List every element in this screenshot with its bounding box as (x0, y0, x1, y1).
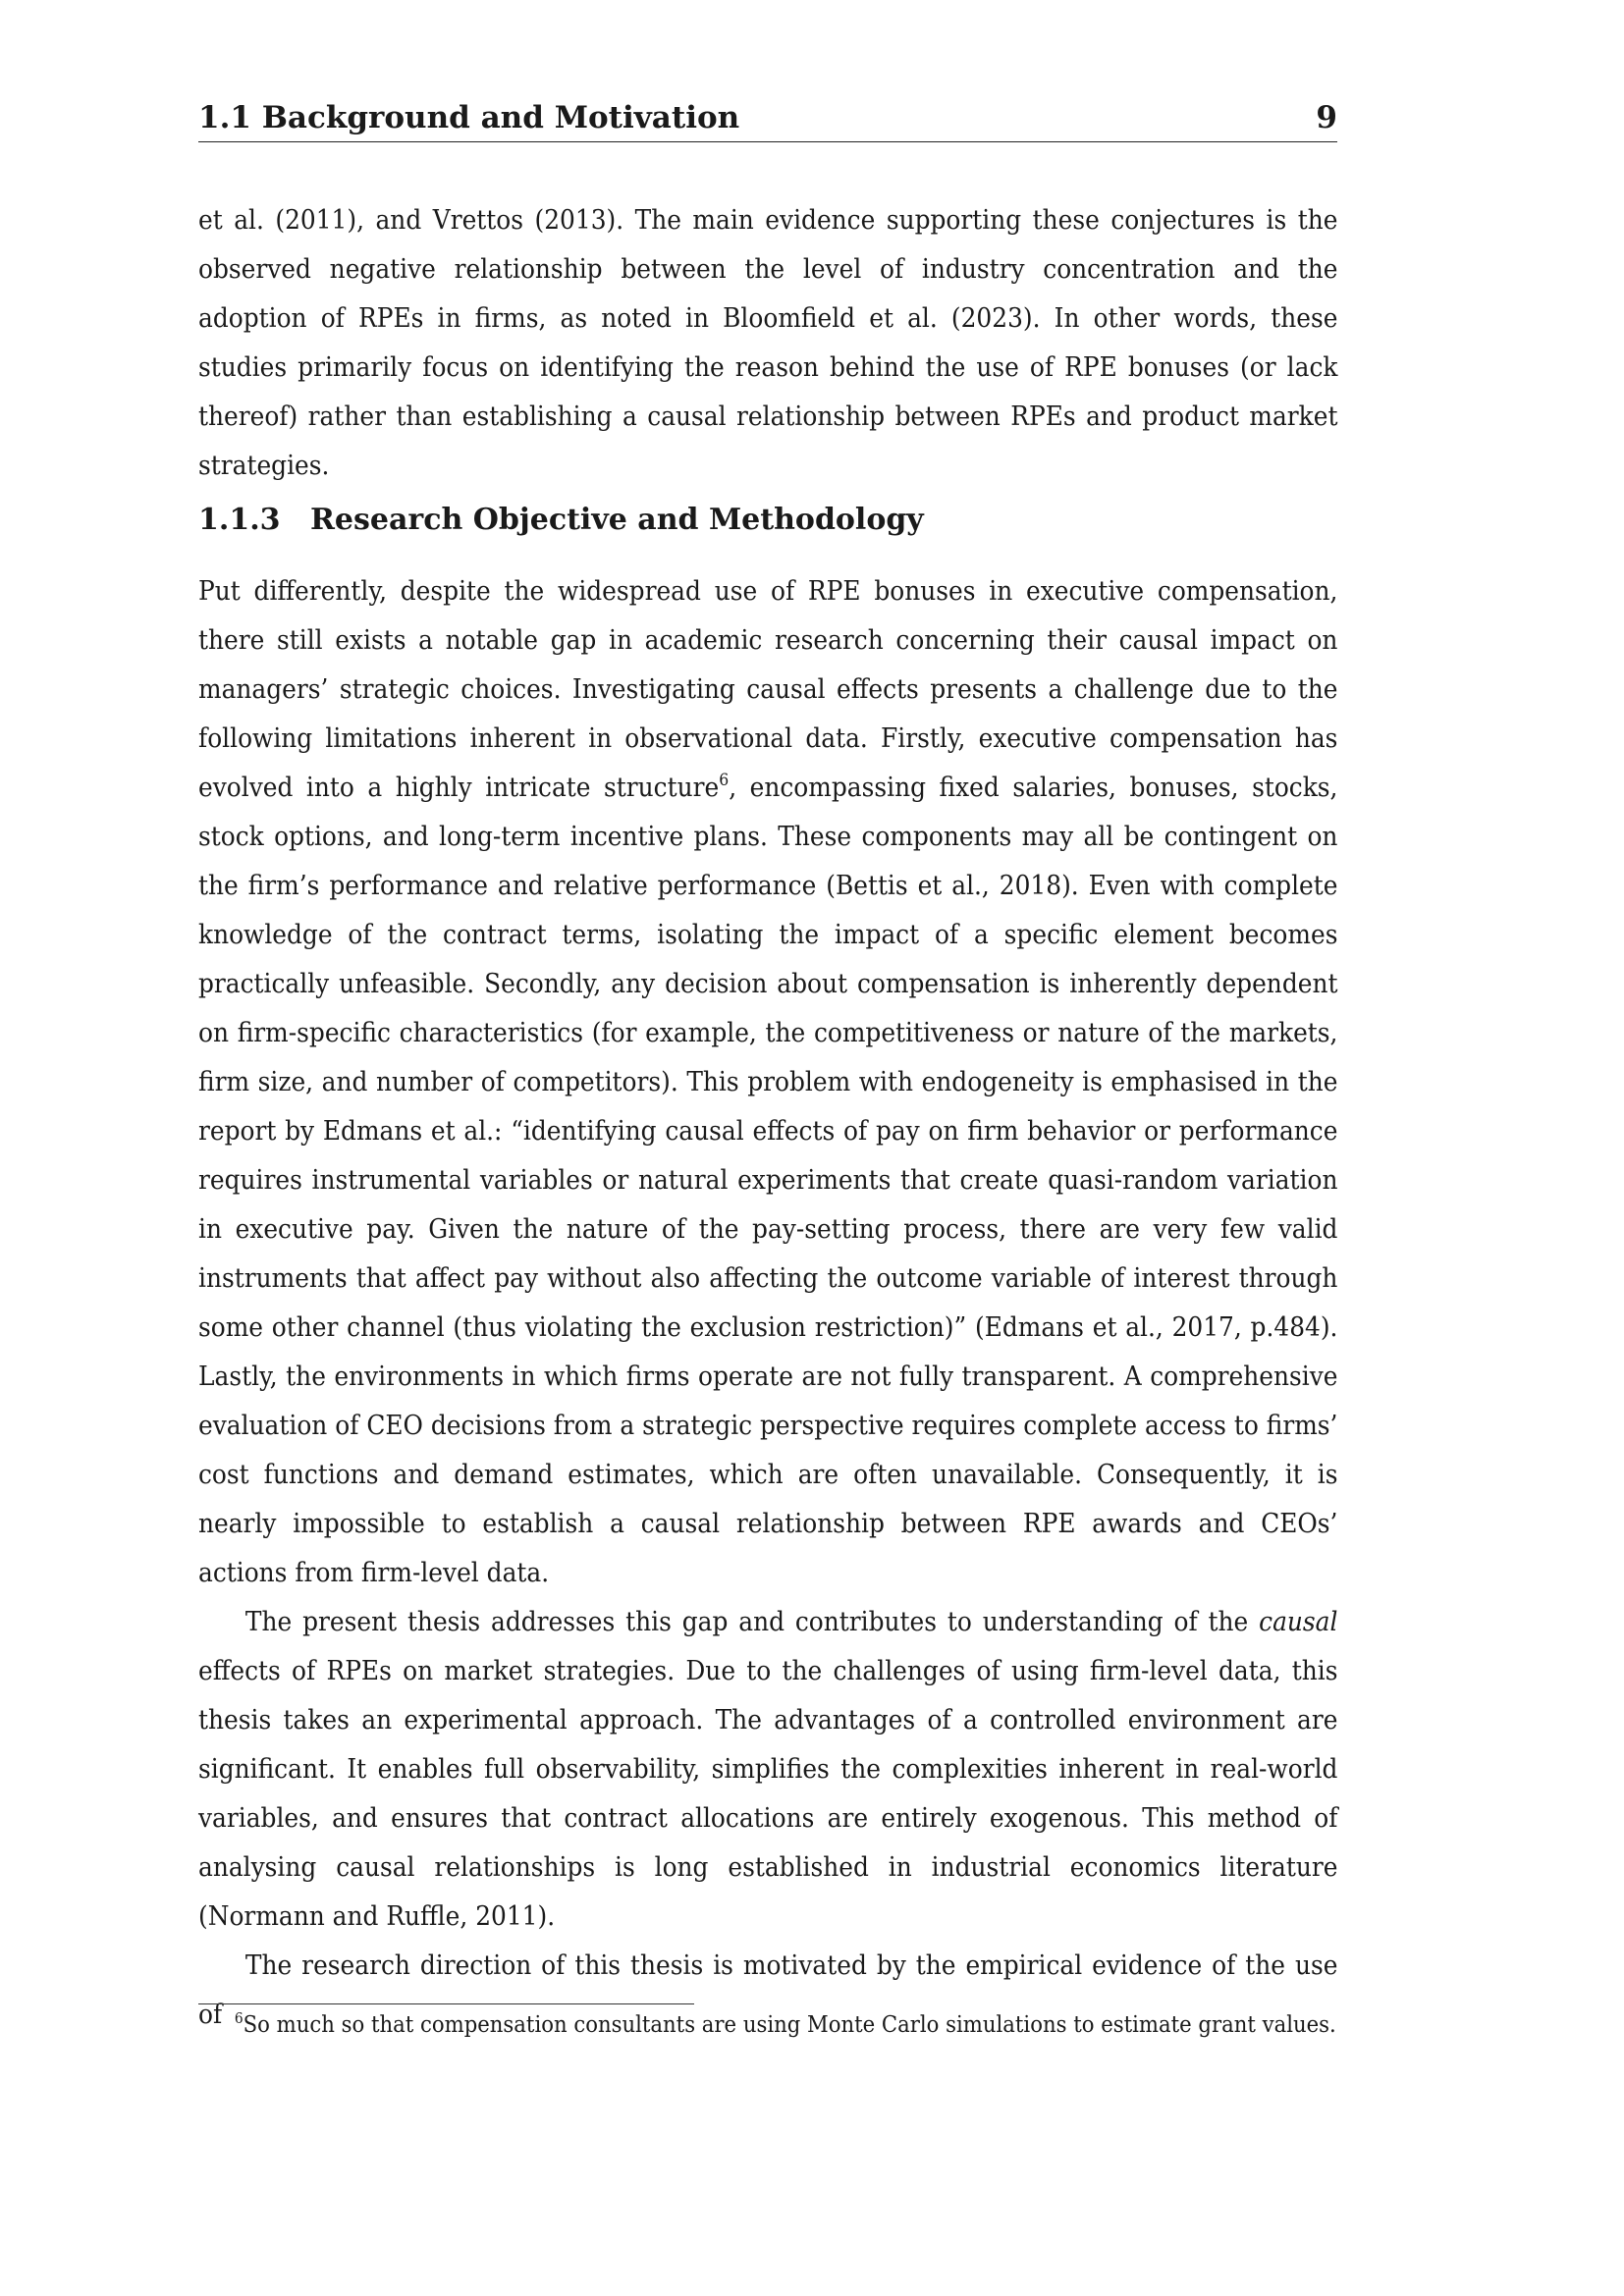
footnote-reference: 6 (719, 771, 730, 790)
footnote-mark: 6 (234, 2009, 244, 2027)
paragraph-thesis-part2: effects of RPEs on market strategies. Due to the challenges of using firm-level data, this thesis takes an experimental approach. The advantages of a controlled environment are significant. It enables full observability, simplifies the complexities inherent in real-world variables, and ensures that contract allocations are entirely exogenous. This method of analysing causal relationships is long established in industrial economics literature (Normann and Ruffle, 2011). (198, 1656, 1338, 1932)
subsection-title: Research Objective and Methodology (310, 503, 924, 537)
paragraph-limitations-part2: , encompassing fixed salaries, bonuses, stocks, stock options, and long-term incentive plans. These components may all be contingent on the firm’s performance and relative performance (Bettis et al., 2018). Even with complete knowledge of the contract terms, isolating the impact of a specific element becomes practically unfeasible. Secondly, any decision about compensation is inherently dependent on firm-specific characteristics (for example, the competitiveness or nature of the markets, firm size, and number of competitors). This problem with endogeneity is emphasised in the report by Edmans et al.: “identifying causal effects of pay on firm behavior or performance requires instrumental variables or natural experiments that create quasi-random variation in executive pay. Given the nature of the pay-setting process, there are very few valid instruments that affect pay without also affecting the outcome variable of interest through some other channel (thus violating the exclusion restriction)” (Edmans et al., 2017, p.484). Lastly, the environments in which firms operate are not fully transparent. A comprehensive evaluation of CEO decisions from a strategic perspective requires complete access to firms’ cost functions and demand estimates, which are often unavailable. Consequently, it is nearly impossible to establish a causal relationship between RPE awards and CEOs’ actions from firm-level data. (198, 773, 1338, 1588)
footnote-rule (198, 2003, 694, 2004)
paragraph-thesis-approach (198, 1598, 1337, 1942)
paragraph-thesis-part1: The present thesis addresses this gap and contributes to understanding of the (244, 1607, 1260, 1637)
footnote-text: So much so that compensation consultants are using Monte Carlo simulations to estimate grant values. (243, 2012, 1336, 2038)
subsection-number: 1.1.3 (198, 503, 281, 537)
paragraph-limitations-part1: Put differently, despite the widespread use of RPE bonuses in executive compensation, there still exists a notable gap in academic research concerning their causal impact on managers’ strategic choices. Investigating causal effects presents a challenge due to the following limitations inherent in observational data. Firstly, executive compensation has evolved into a highly intricate structure (198, 576, 1338, 803)
footnote (198, 2008, 1337, 2042)
body-text-top (198, 196, 1337, 491)
subsection-heading (198, 503, 924, 537)
page-number: 9 (1316, 100, 1337, 135)
emphasis-causal: causal (1259, 1607, 1338, 1637)
body-text-main (198, 567, 1337, 2040)
running-head (198, 98, 1337, 142)
paragraph-research-direction: The research direction of this thesis is motivated by the empirical evidence of the use of (198, 1950, 1338, 2030)
paragraph-limitations (198, 567, 1337, 1598)
paragraph-continuation: et al. (2011), and Vrettos (2013). The main evidence supporting these conjectures is the observed negative relationship between the level of industry concentration and the adoption of RPEs in firms, as noted in Bloomfield et al. (2023). In other words, these studies primarily focus on identifying the reason behind the use of RPE bonuses (or lack thereof) rather than establishing a causal relationship between RPEs and product market strategies. (198, 205, 1338, 481)
running-head-section: 1.1 Background and Motivation (198, 100, 740, 135)
